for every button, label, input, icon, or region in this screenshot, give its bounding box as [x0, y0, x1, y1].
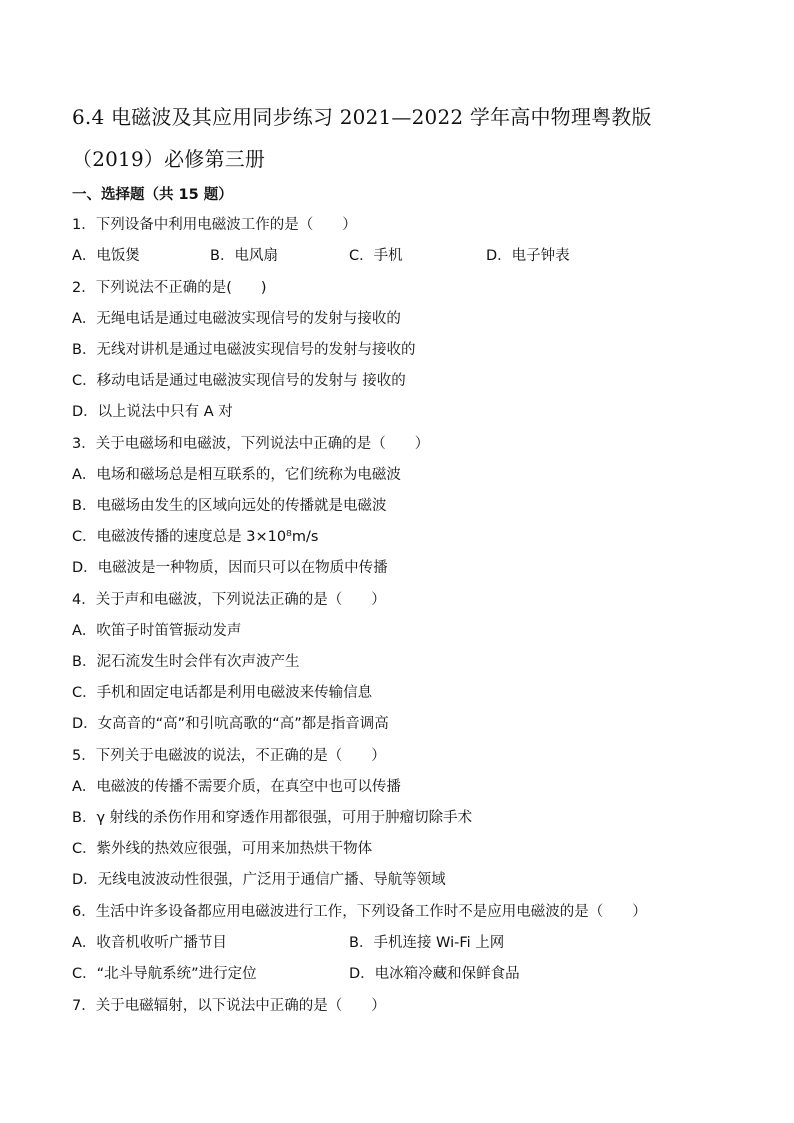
- question-3-option-b: B．电磁场由发生的区域向远处的传播就是电磁波: [72, 498, 387, 514]
- question-6-option-b: B．手机连接 Wi-Fi 上网: [349, 935, 505, 951]
- question-3-option-c: C．电磁波传播的速度总是 3×10⁸m/s: [72, 529, 319, 545]
- question-4-option-c: C．手机和固定电话都是利用电磁波来传输信息: [72, 685, 373, 701]
- question-6-option-a: A．收音机收听广播节目: [72, 935, 227, 951]
- question-1-option-d: D．电子钟表: [486, 248, 570, 264]
- question-5-option-d: D．无线电波波动性很强，广泛用于通信广播、导航等领域: [72, 872, 446, 888]
- question-3-option-a: A．电场和磁场总是相互联系的，它们统称为电磁波: [72, 467, 401, 483]
- section-heading: 一、选择题（共 15 题）: [72, 187, 233, 203]
- question-5-stem: 5．下列关于电磁波的说法，不正确的是（ ）: [72, 748, 386, 764]
- question-6-option-d: D．电冰箱冷藏和保鲜食品: [349, 966, 520, 982]
- question-2-stem: 2．下列说法不正确的是( ): [72, 280, 267, 296]
- question-2-option-a: A．无绳电话是通过电磁波实现信号的发射与接收的: [72, 311, 401, 327]
- question-2-option-b: B．无线对讲机是通过电磁波实现信号的发射与接收的: [72, 342, 416, 358]
- question-6-stem: 6．生活中许多设备都应用电磁波进行工作，下列设备工作时不是应用电磁波的是（ ）: [72, 904, 647, 920]
- document-title-line-1: 6.4 电磁波及其应用同步练习 2021—2022 学年高中物理粤教版: [72, 105, 652, 129]
- document-title-line-2: （2019）必修第三册: [72, 147, 266, 171]
- question-2-option-d: D．以上说法中只有 A 对: [72, 404, 233, 420]
- question-1-stem: 1．下列设备中利用电磁波工作的是（ ）: [72, 217, 357, 233]
- question-6-option-c: C．“北斗导航系统”进行定位: [72, 966, 257, 982]
- question-4-option-b: B．泥石流发生时会伴有次声波产生: [72, 654, 300, 670]
- question-3-option-d: D．电磁波是一种物质，因而只可以在物质中传播: [72, 560, 388, 576]
- question-1-option-b: B．电风扇: [210, 248, 278, 264]
- question-1-option-c: C．手机: [349, 248, 403, 264]
- question-4-option-a: A．吹笛子时笛管振动发声: [72, 623, 242, 639]
- question-3-stem: 3．关于电磁场和电磁波，下列说法中正确的是（ ）: [72, 436, 430, 452]
- question-5-option-c: C．紫外线的热效应很强，可用来加热烘干物体: [72, 841, 373, 857]
- question-4-stem: 4．关于声和电磁波，下列说法正确的是（ ）: [72, 592, 386, 608]
- question-4-option-d: D．女高音的“高”和引吭高歌的“高”都是指音调高: [72, 716, 389, 732]
- question-2-option-c: C．移动电话是通过电磁波实现信号的发射与 接收的: [72, 373, 406, 389]
- question-1-option-a: A．电饭煲: [72, 248, 140, 264]
- question-5-option-a: A．电磁波的传播不需要介质，在真空中也可以传播: [72, 779, 401, 795]
- question-7-stem: 7．关于电磁辐射，以下说法中正确的是（ ）: [72, 998, 386, 1014]
- question-5-option-b: B．γ 射线的杀伤作用和穿透作用都很强，可用于肿瘤切除手术: [72, 810, 473, 826]
